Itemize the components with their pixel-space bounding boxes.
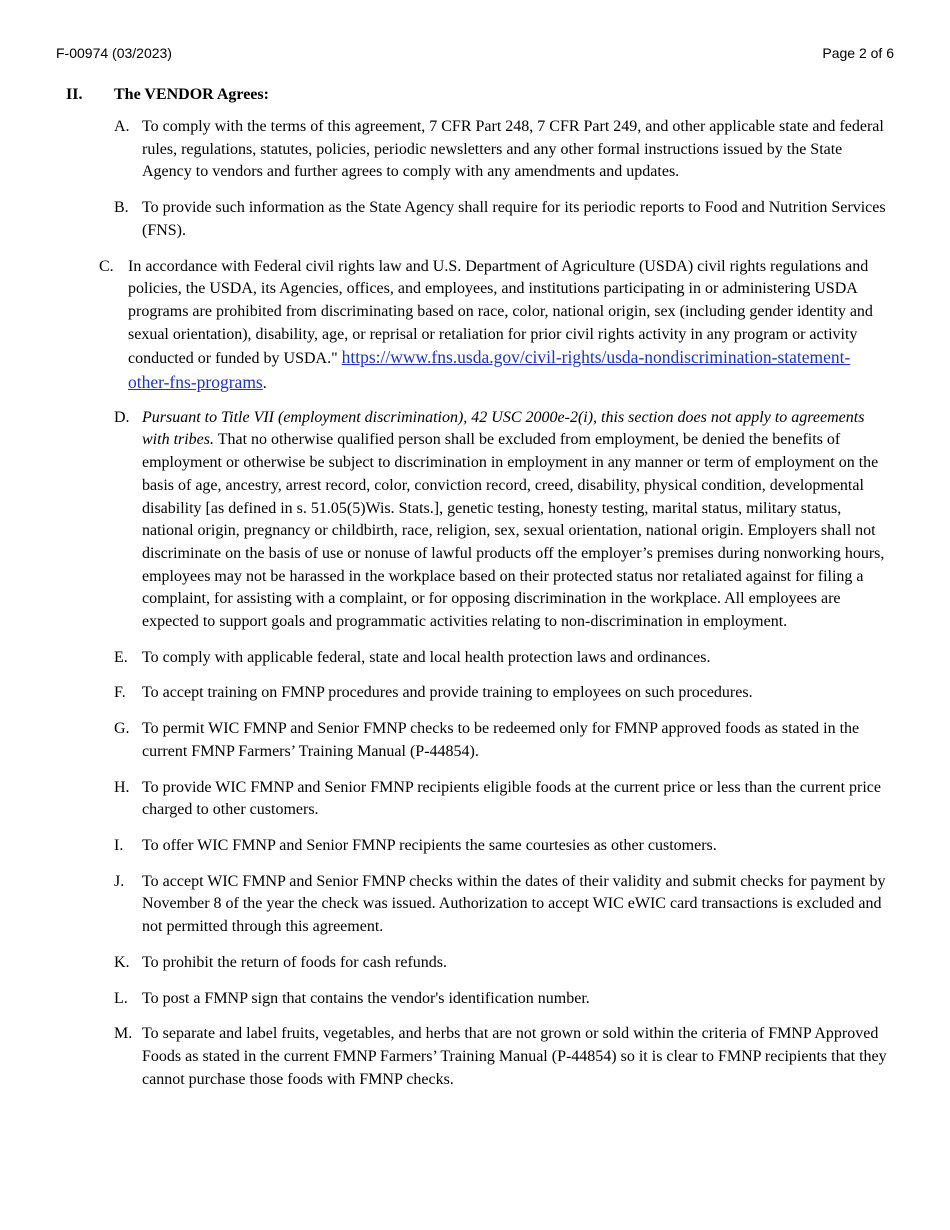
agreement-items <box>0 116 950 1104</box>
item-letter: L. <box>114 989 128 1007</box>
item-text: To prohibit the return of foods for cash refunds. <box>142 953 448 971</box>
item-d <box>0 407 950 634</box>
link-trailing-period: . <box>262 375 267 393</box>
item-f <box>0 682 950 705</box>
item-text: That no otherwise qualified person shall be excluded from employment, be denied the benefits of employment or otherwise be subject to discrimination in employment in any manner or term of employment on the basis of age, ancestry, arrest record, color, conviction record, creed, disability, physical condition, developmental disability [as defined in s. 51.05(5)Wis. Stats.], genetic testing, honesty testing, marital status, military status, national origin, pregnancy or childbirth, race, religion, sex, sexual orientation, national origin. Employers shall not discriminate on the basis of use or nonuse of lawful products off the employer’s premises during nonworking hours, employees may not be harassed in the workplace based on their protected status nor retaliated against for filing a complaint, for assisting with a complaint, or for opposing discrimination in the workplace. All employees are expected to support goals and programmatic activities relating to non-discrimination in employment. <box>142 431 885 631</box>
item-i <box>0 835 950 858</box>
item-letter: C. <box>99 257 114 275</box>
item-g <box>0 718 950 763</box>
item-text: To provide WIC FMNP and Senior FMNP recipients eligible foods at the current price or less than the current price charged to other customers. <box>142 778 881 819</box>
item-letter: G. <box>114 720 130 738</box>
item-letter: A. <box>114 118 130 135</box>
item-text: To offer WIC FMNP and Senior FMNP recipients the same courtesies as other customers. <box>142 836 717 854</box>
item-b <box>0 197 950 242</box>
item-letter: D. <box>114 408 130 426</box>
item-letter: K. <box>114 953 130 971</box>
page-number: Page 2 of 6 <box>822 45 894 61</box>
item-k <box>0 952 950 975</box>
title-vii-note: Pursuant to Title VII (employment discrimination), 42 USC 2000e-2(i), this section does not apply to agreements with tribes. <box>142 408 865 449</box>
item-letter: J. <box>114 872 125 890</box>
item-text: To accept WIC FMNP and Senior FMNP checks within the dates of their validity and submit checks for payment by November 8 of the year the check was issued. Authorization to accept WIC eWIC card transactions is excluded and not permitted through this agreement. <box>142 872 886 936</box>
item-text: To permit WIC FMNP and Senior FMNP checks to be redeemed only for FMNP approved foods as stated in the current FMNP Farmers’ Training Manual (P-44854). <box>142 720 860 760</box>
item-h <box>0 777 950 822</box>
item-c <box>0 256 950 396</box>
item-letter: H. <box>114 778 130 796</box>
item-text: In accordance with Federal civil rights law and U.S. Department of Agriculture (USDA) civil rights regulations and policies, the USDA, its Agencies, offices, and employees, and institutions participating in or administering USDA programs are prohibited from discriminating based on race, color, national origin, sex (including gender identity and sexual orientation), disability, age, or reprisal or retaliation for prior civil rights activity in any program or activity conducted or funded by USDA." <box>128 257 873 368</box>
item-l <box>0 988 950 1011</box>
item-text: To accept training on FMNP procedures and provide training to employees on such procedures. <box>142 684 753 702</box>
item-text: To provide such information as the State Agency shall require for its periodic reports to Food and Nutrition Services (FNS). <box>142 199 886 239</box>
item-text-container <box>128 256 888 396</box>
item-letter: I. <box>114 836 124 854</box>
item-letter: E. <box>114 648 128 666</box>
section-title: The VENDOR Agrees: <box>114 86 269 103</box>
item-text: To comply with applicable federal, state and local health protection laws and ordinances. <box>142 648 711 666</box>
item-text: To separate and label fruits, vegetables, and herbs that are not grown or sold within the criteria of FMNP Approved Foods as stated in the current FMNP Farmers’ Training Manual (P-44854) so it is clear to FMNP recipients that they cannot purchase those foods with FMNP checks. <box>142 1025 887 1088</box>
section-number: II. <box>66 86 83 103</box>
item-j <box>0 871 950 939</box>
item-e <box>0 647 950 670</box>
item-letter: F. <box>114 684 126 702</box>
item-letter: M. <box>114 1025 133 1043</box>
nondiscrimination-link[interactable]: https://www.fns.usda.gov/civil-rights/usda-nondiscrimination-statement-other-fns-programs <box>128 347 851 393</box>
item-text: To post a FMNP sign that contains the vendor's identification number. <box>142 989 590 1007</box>
item-text-container <box>142 407 888 634</box>
item-text: To comply with the terms of this agreement, 7 CFR Part 248, 7 CFR Part 249, and other applicable state and federal rules, regulations, statutes, policies, periodic newsletters and any other formal instructions issued by the State Agency to vendors and further agrees to comply with any amendments and updates. <box>142 118 884 181</box>
item-a <box>0 116 950 184</box>
item-letter: B. <box>114 199 129 217</box>
item-m <box>0 1023 950 1091</box>
form-id: F-00974 (03/2023) <box>56 45 172 61</box>
